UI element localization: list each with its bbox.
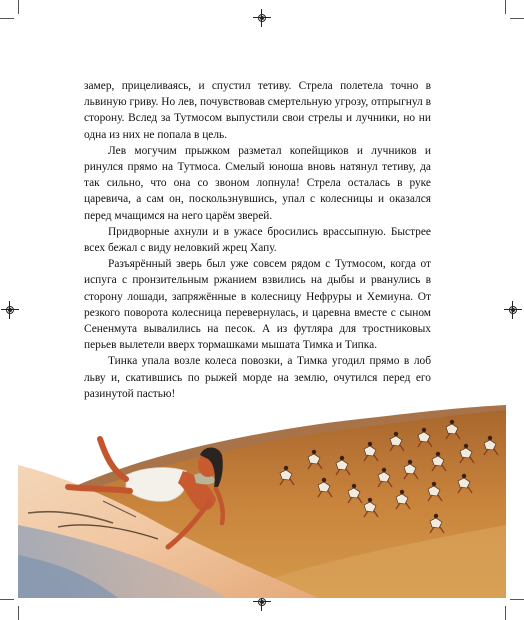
crop-mark [510, 18, 524, 19]
paragraph: Придворные ахнули и в ужасе бросились врассыпную. Быстрее всех бежал с виду неловкий жрец Хапу. [84, 225, 431, 255]
illustration [18, 405, 506, 598]
paragraph: Разъярённый зверь был уже совсем рядом с Тутмосом, когда от испуга с пронзительным ржанием взвились на дыбы и рванулись в сторону лошади, запряжённые в колесницу Нефруры и Хемиуна. От резкого поворота колесница перевернулась, и царевна вместе с сыном Сененмута вывалились на песок. А из футляра для тростниковых перьев вылетели вверх тормашками мышата Тимка и Типка. [84, 258, 431, 352]
crop-mark [0, 18, 14, 19]
paragraph: Тинка упала возле колеса повозки, а Тимка угодил прямо в лоб льву и, скатившись по рыжей морде на землю, очутился перед его разинутой пастью! [84, 355, 431, 400]
registration-mark-left [5, 305, 15, 315]
crop-mark [18, 606, 19, 620]
registration-mark-bottom [257, 597, 267, 607]
crop-mark [505, 0, 506, 14]
illustration-painting [18, 405, 506, 598]
registration-mark-top [257, 13, 267, 23]
paragraph: Лев могучим прыжком разметал копейщиков и лучников и ринулся прямо на Тутмоса. Смелый юноша вновь натянул тетиву, да так сильно, что она со звоном лопнула! Стрела осталась в руке царевича, а сам он, поскользнувшись, упал с колесницы и оказался перед мчащимся на него царём зверей. [84, 144, 431, 222]
registration-mark-right [508, 305, 518, 315]
paragraph: замер, прицеливаясь, и спустил тетиву. Стрела полетела точно в львиную гриву. Но лев, почувствовав смертельную угрозу, отпрыгнул в сторону. Вслед за Тутмосом выпустили свои стрелы и лучники, но ни одна из них не попала в цель. [84, 80, 431, 141]
crop-mark [18, 0, 19, 14]
crop-mark [510, 599, 524, 600]
crop-mark [0, 599, 14, 600]
story-text [84, 78, 431, 402]
crop-mark [505, 606, 506, 620]
